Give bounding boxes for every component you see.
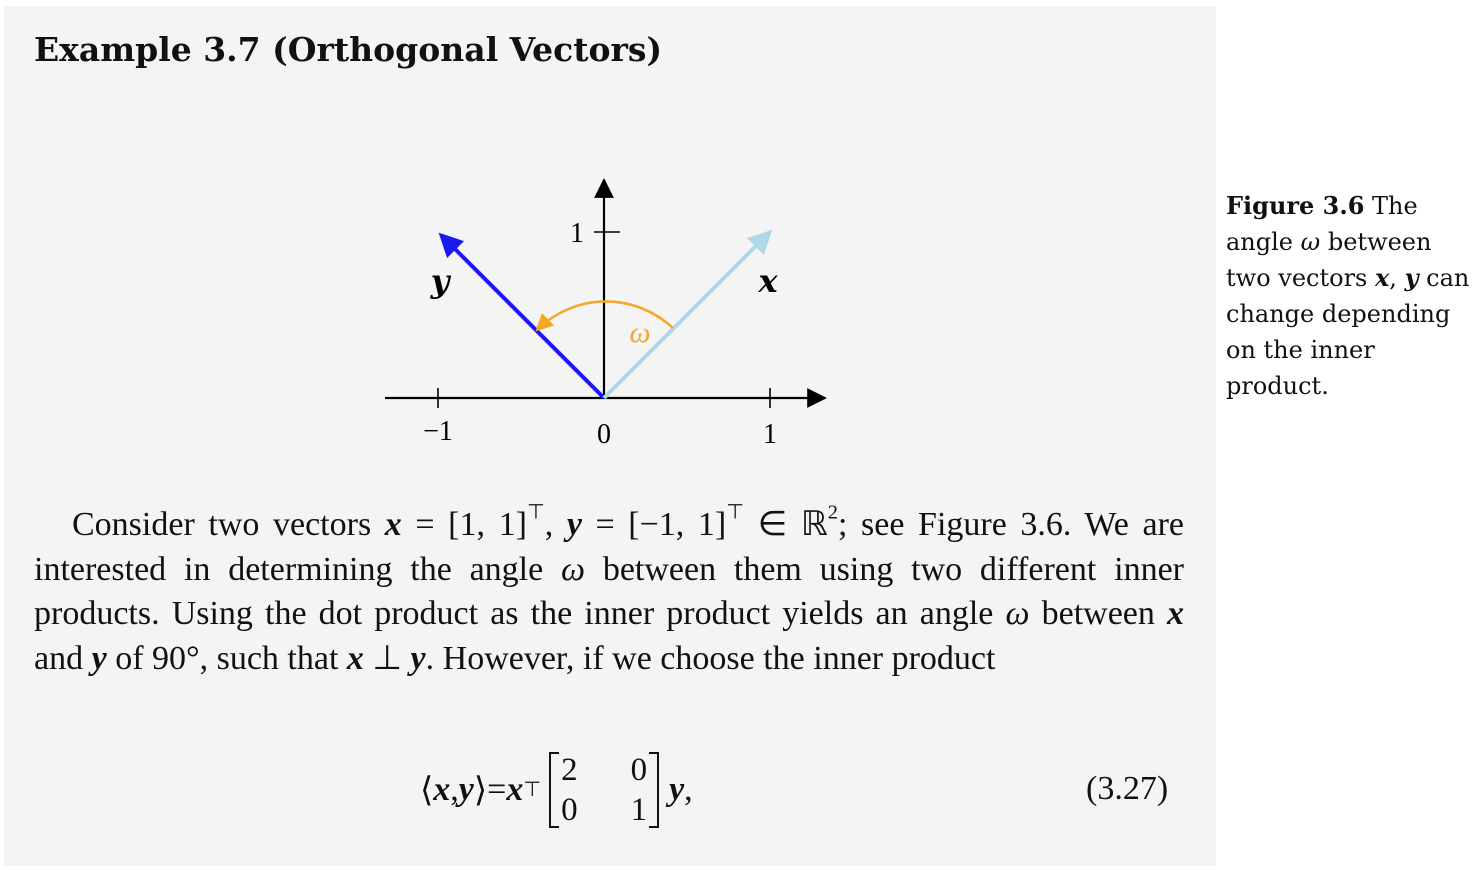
body-paragraph: Consider two vectors x = [1, 1]⊤, y = [−1, 1]⊤ ∈ ℝ$^2$; see Figure 3.6. We are interested in determining the angle ω between them using two different inner products. Using the dot product as the inner product yields an angle ω between x and y of 90°, such that x ⊥ y. However, if we choose the inner product bbox=[34, 501, 1184, 677]
matrix-cell: 0 bbox=[561, 792, 578, 828]
vector-x-label: x bbox=[758, 262, 778, 300]
orthogonal-vectors-figure bbox=[370, 170, 840, 455]
equation-number: (3.27) bbox=[1086, 770, 1169, 807]
equation-3-27: ⟨ x , y ⟩ = x ⊤ 2 0 0 1 y , bbox=[420, 752, 693, 828]
x-tick-label-1: 1 bbox=[763, 419, 777, 450]
matrix-cell: 0 bbox=[630, 752, 648, 788]
example-title: Example 3.7 (Orthogonal Vectors) bbox=[34, 30, 663, 69]
matrix-cell: 1 bbox=[630, 792, 648, 828]
vector-y bbox=[442, 236, 604, 398]
vector-y-label: y bbox=[430, 262, 450, 300]
x-tick-label-0: 0 bbox=[597, 419, 611, 450]
y-tick-label-1: 1 bbox=[570, 218, 584, 249]
x-tick-label-neg1: −1 bbox=[423, 416, 453, 447]
angle-label: ω bbox=[629, 316, 651, 349]
angle-arc bbox=[538, 302, 673, 329]
matrix bbox=[549, 750, 659, 830]
matrix-cell: 2 bbox=[561, 752, 578, 788]
figure-caption: Figure 3.6 The angle ω between two vectors x, y can change depending on the inner product. bbox=[1226, 191, 1470, 400]
